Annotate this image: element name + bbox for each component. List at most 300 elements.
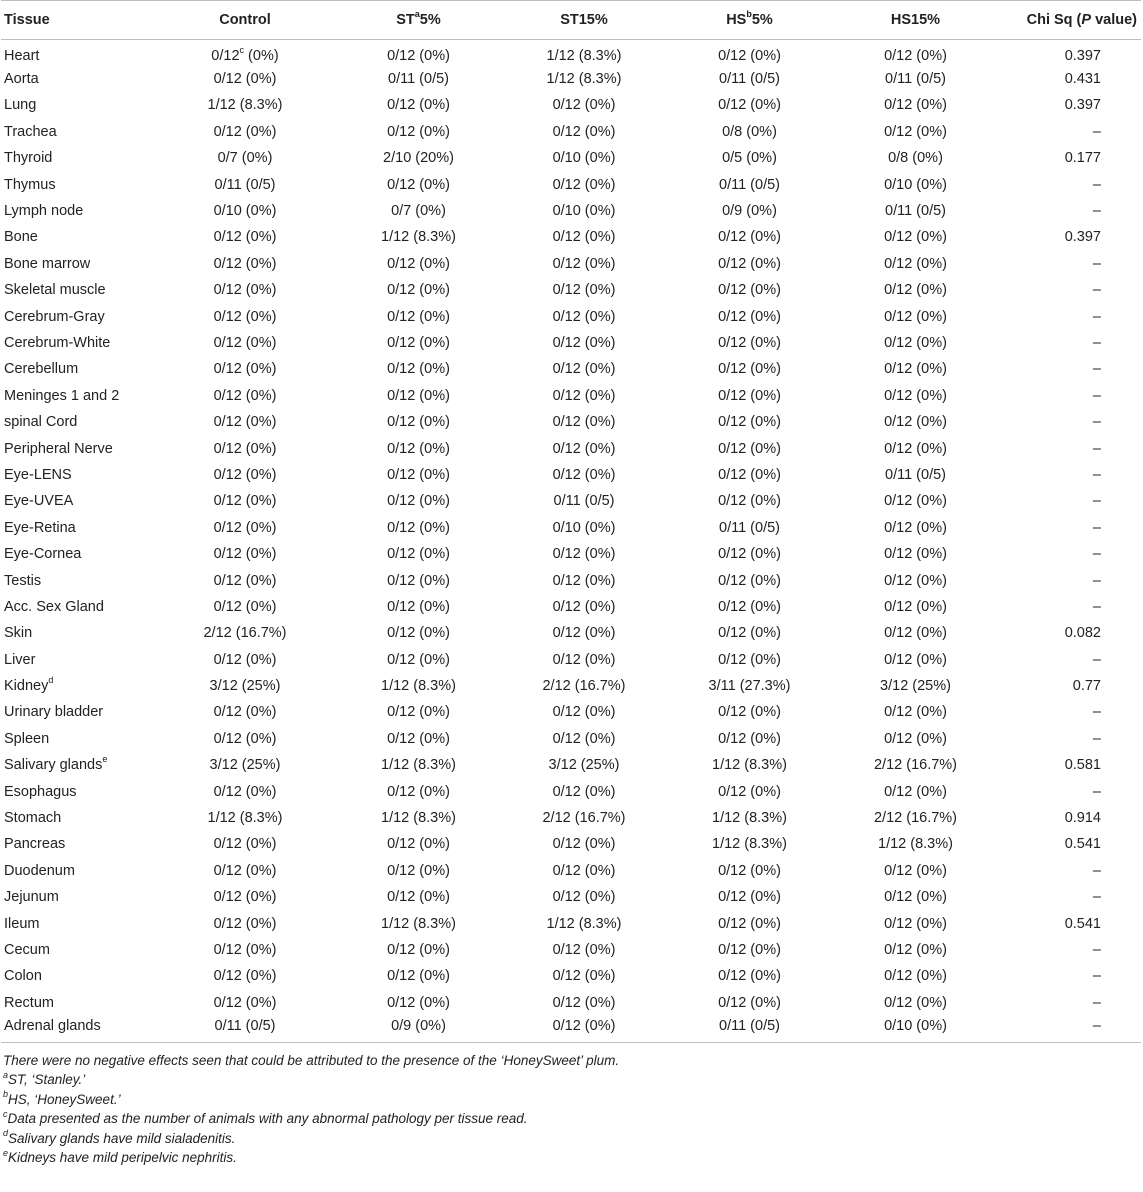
cell-hs5: 0/12 (0%) <box>718 625 781 642</box>
cell-hs5: 0/12 (0%) <box>718 308 781 325</box>
cell-hs15: 0/12 (0%) <box>884 941 947 958</box>
cell-hs5: 0/11 (0/5) <box>719 71 780 88</box>
cell-hs15: 0/12 (0%) <box>884 493 947 510</box>
cell-tissue: Heart <box>4 47 40 64</box>
cell-chi-sq: – <box>1092 704 1101 721</box>
cell-control: 0/12 (0%) <box>213 334 277 351</box>
cell-st5: 0/12 (0%) <box>387 47 450 64</box>
cell-st15: 0/10 (0%) <box>552 150 616 167</box>
cell-chi-sq: – <box>1092 387 1101 404</box>
cell-st15: 0/12 (0%) <box>552 440 616 457</box>
cell-st15: 0/12 (0%) <box>552 836 616 853</box>
table-row <box>1 383 1141 409</box>
cell-hs5: 0/12 (0%) <box>718 941 781 958</box>
cell-hs15: 0/12 (0%) <box>884 308 947 325</box>
cell-chi-sq: 0.581 <box>1064 757 1101 774</box>
cell-st5: 0/12 (0%) <box>387 361 450 378</box>
cell-hs5: 0/12 (0%) <box>718 730 781 747</box>
cell-st5: 0/12 (0%) <box>387 123 450 140</box>
cell-control: 0/11 (0/5) <box>154 1016 336 1042</box>
cell-control: 0/12 (0%) <box>213 414 277 431</box>
cell-chi-sq: – <box>1092 255 1101 272</box>
cell-tissue: Liver <box>4 651 36 668</box>
cell-control: 0/12 (0%) <box>213 704 277 721</box>
header-control: Control <box>154 1 336 40</box>
cell-control: 1/12 (8.3%) <box>207 810 283 827</box>
table-row <box>1 620 1141 646</box>
table-row <box>1 40 1141 66</box>
cell-tissue: Stomach <box>4 810 62 827</box>
cell-hs5: 0/12 (0%) <box>718 493 781 510</box>
cell-st5: 1/12 (8.3%) <box>381 229 456 246</box>
cell-hs15: 0/12 (0%) <box>884 730 947 747</box>
table-row <box>1 198 1141 224</box>
cell-hs15: 0/12 (0%) <box>884 387 947 404</box>
cell-tissue: Eye-UVEA <box>4 493 74 510</box>
cell-hs15: 0/8 (0%) <box>888 150 943 167</box>
cell-hs5: 0/12 (0%) <box>718 915 781 932</box>
cell-hs5: 0/12 (0%) <box>718 47 781 64</box>
table-row <box>1 778 1141 804</box>
cell-control: 0/12 (0%) <box>213 994 277 1011</box>
table-row <box>1 119 1141 145</box>
cell-hs15: 0/12 (0%) <box>884 783 947 800</box>
table-row <box>1 356 1141 382</box>
table-row <box>1 673 1141 699</box>
cell-control: 0/12 (0%) <box>213 836 277 853</box>
cell-st5: 0/12 (0%) <box>387 783 450 800</box>
cell-st15: 0/12 (0%) <box>552 308 616 325</box>
cell-st15: 0/12 (0%) <box>552 862 616 879</box>
cell-st15: 0/12 (0%) <box>552 941 616 958</box>
cell-hs15: 0/12 (0%) <box>884 572 947 589</box>
cell-st5: 0/12 (0%) <box>387 387 450 404</box>
cell-hs15: 2/12 (16.7%) <box>873 757 958 774</box>
cell-st5: 0/12 (0%) <box>387 651 450 668</box>
cell-st15: 0/12 (0%) <box>552 414 616 431</box>
cell-tissue: Colon <box>4 968 42 985</box>
footnote-c: $^c$Data presented as the number of animals with any abnormal pathology per tissue read. <box>3 1108 528 1127</box>
cell-control: 0/12 (0%) <box>213 941 277 958</box>
cell-chi-sq: – <box>1092 941 1101 958</box>
cell-tissue: Esophagus <box>4 783 77 800</box>
cell-control: 0/12 (0%) <box>213 282 277 299</box>
cell-hs15: 0/12 (0%) <box>884 889 947 906</box>
cell-st15: 0/12 (0%) <box>552 651 616 668</box>
cell-chi-sq: – <box>1092 994 1101 1011</box>
cell-st15: 3/12 (25%) <box>548 757 620 774</box>
cell-st5: 0/12 (0%) <box>387 176 450 193</box>
header-row <box>1 1 1141 40</box>
cell-control: 0/11 (0/5) <box>214 176 276 193</box>
header-st15: ST15% <box>501 1 667 40</box>
table-row <box>1 831 1141 857</box>
table-row <box>1 805 1141 831</box>
cell-hs15: 0/11 (0/5) <box>885 203 946 220</box>
header-tissue: Tissue <box>1 1 154 40</box>
table-row <box>1 699 1141 725</box>
cell-control: 0/12 (0%) <box>213 229 277 246</box>
table-row <box>1 594 1141 620</box>
cell-hs5: 0/12 (0%) <box>718 255 781 272</box>
cell-st15: 1/12 (8.3%) <box>546 47 622 64</box>
cell-tissue: Pancreas <box>4 836 66 853</box>
cell-chi-sq: 0.431 <box>1064 71 1101 88</box>
cell-hs5: 0/12 (0%) <box>718 97 781 114</box>
table-row <box>1 963 1141 989</box>
cell-control: 0/12 (0%) <box>213 651 277 668</box>
cell-hs15: 0/12 (0%) <box>884 229 947 246</box>
cell-control: 0/12 (0%) <box>213 598 277 615</box>
cell-st5: 0/12 (0%) <box>387 255 450 272</box>
cell-st5: 0/12 (0%) <box>387 519 450 536</box>
cell-tissue: Spleen <box>4 730 50 747</box>
cell-control: 0/12 (0%) <box>213 915 277 932</box>
cell-tissue: Bone <box>4 229 38 246</box>
cell-hs15: 0/12 (0%) <box>884 334 947 351</box>
footnote-e: $^e$Kidneys have mild peripelvic nephritis. <box>3 1147 237 1166</box>
table-row <box>1 171 1141 197</box>
cell-control: 0/12 (0%) <box>213 387 277 404</box>
cell-tissue: Adrenal glands <box>1 1016 154 1042</box>
cell-chi-sq: – <box>1092 862 1101 879</box>
cell-st15: 0/12 (0%) <box>552 123 616 140</box>
cell-st5: 0/12 (0%) <box>387 862 450 879</box>
cell-control: 0/7 (0%) <box>217 150 273 167</box>
cell-tissue: Kidney$^d$ <box>4 675 54 695</box>
cell-st15: 0/12 (0%) <box>552 334 616 351</box>
table-row <box>1 646 1141 672</box>
cell-st15: 0/12 (0%) <box>552 625 616 642</box>
cell-hs15: 0/12 (0%) <box>884 440 947 457</box>
cell-hs5: 0/12 (0%) <box>718 229 781 246</box>
cell-tissue: Lung <box>4 97 37 114</box>
cell-hs15: 3/12 (25%) <box>880 678 951 695</box>
footnote-b: $^b$HS, ‘HoneySweet.’ <box>3 1089 121 1107</box>
cell-tissue: Cerebrum-White <box>4 334 111 351</box>
cell-tissue: Skeletal muscle <box>4 282 106 299</box>
cell-control: 0/12 (0%) <box>213 123 277 140</box>
cell-tissue: Peripheral Nerve <box>4 440 113 457</box>
cell-hs5: 0/12 (0%) <box>718 414 781 431</box>
cell-tissue: Jejunum <box>4 889 59 906</box>
cell-tissue: Eye-Cornea <box>4 546 82 563</box>
cell-st5: 0/12 (0%) <box>387 414 450 431</box>
cell-chi-sq: 0.914 <box>1064 810 1101 827</box>
cell-hs15: 0/10 (0%) <box>884 176 947 193</box>
cell-hs15: 0/12 (0%) <box>884 47 947 64</box>
cell-control: 0/12$^c$ (0%) <box>211 45 279 64</box>
cell-st15: 0/12 (0%) <box>552 598 616 615</box>
cell-st5: 1/12 (8.3%) <box>381 810 456 827</box>
table-row <box>1 515 1141 541</box>
cell-st15: 0/12 (0%) <box>552 255 616 272</box>
cell-chi-sq: – <box>1092 203 1101 220</box>
cell-st5: 1/12 (8.3%) <box>381 678 456 695</box>
footnote-general: There were no negative effects seen that could be attributed to the presence of the ‘HoneySweet’ plum. <box>3 1052 620 1068</box>
cell-st5: 0/11 (0/5) <box>388 71 449 88</box>
cell-tissue: Cerebrum-Gray <box>4 308 105 325</box>
cell-st15: 1/12 (8.3%) <box>546 71 622 88</box>
cell-st15: 0/12 (0%) <box>552 994 616 1011</box>
cell-st15: 2/12 (16.7%) <box>542 678 626 695</box>
cell-hs5: 1/12 (8.3%) <box>712 757 787 774</box>
cell-st5: 0/12 (0%) <box>387 941 450 958</box>
cell-hs5: 0/12 (0%) <box>718 387 781 404</box>
cell-control: 0/12 (0%) <box>213 361 277 378</box>
cell-hs15: 0/12 (0%) <box>884 97 947 114</box>
table-row <box>1 488 1141 514</box>
cell-hs5: 0/12 (0%) <box>718 466 781 483</box>
cell-st5: 0/12 (0%) <box>387 466 450 483</box>
header-st5: $ST^a5\%$ <box>336 1 501 40</box>
cell-st5: 0/12 (0%) <box>387 968 450 985</box>
cell-tissue: Eye-LENS <box>4 466 72 483</box>
cell-hs15: 0/12 (0%) <box>884 361 947 378</box>
cell-hs5: 0/12 (0%) <box>718 361 781 378</box>
table-body <box>1 40 1141 1043</box>
cell-control: 0/12 (0%) <box>213 783 277 800</box>
cell-st5: 0/12 (0%) <box>387 546 450 563</box>
table-row <box>1 92 1141 118</box>
cell-st15: 0/12 (0%) <box>552 546 616 563</box>
cell-chi-sq: – <box>1092 414 1101 431</box>
cell-hs5: 0/9 (0%) <box>722 203 777 220</box>
cell-st5: 1/12 (8.3%) <box>381 757 456 774</box>
cell-st5: 0/12 (0%) <box>387 282 450 299</box>
cell-hs5: 1/12 (8.3%) <box>712 810 787 827</box>
cell-chi-sq: – <box>1092 546 1101 563</box>
cell-chi-sq: – <box>1092 598 1101 615</box>
cell-chi-sq: – <box>1092 440 1101 457</box>
table-row <box>1 224 1141 250</box>
table-row <box>1 435 1141 461</box>
cell-control: 0/12 (0%) <box>213 546 277 563</box>
cell-hs5: 3/11 (27.3%) <box>708 678 791 695</box>
cell-chi-sq: – <box>1092 968 1101 985</box>
cell-hs15: 2/12 (16.7%) <box>873 810 958 827</box>
cell-st5: 0/12 (0%) <box>387 625 450 642</box>
cell-hs15: 0/12 (0%) <box>884 915 947 932</box>
cell-tissue: Bone marrow <box>4 255 91 272</box>
cell-control: 0/10 (0%) <box>213 203 277 220</box>
table-row <box>1 145 1141 171</box>
cell-control: 3/12 (25%) <box>209 757 281 774</box>
cell-tissue-footnote-mark: e <box>102 754 108 765</box>
cell-st15: 0/12 (0%) <box>552 704 616 721</box>
cell-control: 0/12 (0%) <box>213 255 277 272</box>
cell-hs15: 0/11 (0/5) <box>885 466 946 483</box>
footnote-a: $^a$ST, ‘Stanley.’ <box>3 1069 86 1088</box>
cell-st15: 0/12 (0%) <box>552 97 616 114</box>
cell-chi-sq: – <box>1092 334 1101 351</box>
cell-st15: 0/12 (0%) <box>552 387 616 404</box>
cell-tissue: Aorta <box>4 71 39 88</box>
cell-hs5: 0/12 (0%) <box>718 334 781 351</box>
cell-st15: 0/12 (0%) <box>552 229 616 246</box>
cell-hs15: 0/12 (0%) <box>884 123 947 140</box>
table-row <box>1 277 1141 303</box>
cell-st15: 0/11 (0/5) <box>553 493 615 510</box>
cell-hs5: 0/12 (0%) <box>718 440 781 457</box>
cell-chi-sq: – <box>999 1016 1141 1042</box>
cell-control: 0/12 (0%) <box>213 862 277 879</box>
cell-tissue: Salivary glands$^e$ <box>4 754 108 774</box>
cell-hs15: 0/12 (0%) <box>884 862 947 879</box>
cell-st15: 0/12 (0%) <box>552 968 616 985</box>
cell-hs5: 0/12 (0%) <box>718 282 781 299</box>
cell-control: 0/12 (0%) <box>213 730 277 747</box>
cell-chi-sq: – <box>1092 466 1101 483</box>
cell-hs5: 0/12 (0%) <box>718 994 781 1011</box>
table-row <box>1 330 1141 356</box>
cell-st5: 2/10 (20%) <box>383 150 454 167</box>
header-hs5: $HS^b5\%$ <box>667 1 832 40</box>
cell-control: 0/12 (0%) <box>213 466 277 483</box>
cell-chi-sq: 0.397 <box>1064 97 1101 114</box>
cell-st15: 0/10 (0%) <box>552 519 616 536</box>
cell-hs15: 0/12 (0%) <box>884 704 947 721</box>
cell-tissue: Testis <box>4 572 42 589</box>
table-row <box>1 858 1141 884</box>
cell-tissue-footnote-mark: d <box>48 675 54 686</box>
cell-hs5: 0/12 (0%) <box>718 546 781 563</box>
cell-chi-sq: – <box>1092 308 1101 325</box>
cell-tissue: Acc. Sex Gland <box>4 598 104 615</box>
cell-hs5: 0/12 (0%) <box>718 889 781 906</box>
cell-chi-sq: 0.541 <box>1064 915 1101 932</box>
table-row <box>1 1016 1141 1042</box>
cell-st15: 0/12 (0%) <box>552 572 616 589</box>
cell-tissue: Skin <box>4 625 33 642</box>
cell-chi-sq: 0.397 <box>1064 229 1101 246</box>
cell-st5: 0/12 (0%) <box>387 889 450 906</box>
cell-st15: 0/12 (0%) <box>552 889 616 906</box>
cell-tissue: Cecum <box>4 941 50 958</box>
cell-control: 0/12 (0%) <box>213 572 277 589</box>
cell-hs15: 0/12 (0%) <box>884 282 947 299</box>
cell-control: 0/12 (0%) <box>213 71 277 88</box>
cell-chi-sq: – <box>1092 889 1101 906</box>
cell-control: 0/12 (0%) <box>213 889 277 906</box>
cell-st15: 0/12 (0%) <box>552 361 616 378</box>
cell-control: 0/12 (0%) <box>213 493 277 510</box>
cell-st5: 0/12 (0%) <box>387 836 450 853</box>
cell-hs15: 0/12 (0%) <box>884 546 947 563</box>
cell-st5: 0/12 (0%) <box>387 334 450 351</box>
cell-st5: 0/12 (0%) <box>387 572 450 589</box>
cell-hs5: 0/11 (0/5) <box>667 1016 832 1042</box>
table-row <box>1 752 1141 778</box>
cell-control: 0/12 (0%) <box>213 308 277 325</box>
table-row <box>1 567 1141 593</box>
cell-chi-sq: – <box>1092 361 1101 378</box>
cell-tissue: Thymus <box>4 176 56 193</box>
cell-chi-sq: 0.77 <box>1072 678 1101 695</box>
cell-hs15: 0/12 (0%) <box>884 414 947 431</box>
cell-st15: 0/12 (0%) <box>552 783 616 800</box>
cell-chi-sq: – <box>1092 176 1101 193</box>
cell-st15: 0/10 (0%) <box>552 203 616 220</box>
header-chi-sq: Chi Sq (P value) <box>999 1 1141 40</box>
table-row <box>1 884 1141 910</box>
cell-tissue: Urinary bladder <box>4 704 104 721</box>
cell-hs15: 0/12 (0%) <box>884 651 947 668</box>
cell-hs15: 0/12 (0%) <box>884 519 947 536</box>
cell-st5: 0/9 (0%) <box>336 1016 501 1042</box>
cell-hs15: 0/12 (0%) <box>884 625 947 642</box>
cell-hs5: 0/8 (0%) <box>722 123 777 140</box>
cell-control: 2/12 (16.7%) <box>203 625 287 642</box>
footnotes <box>0 1043 1143 1168</box>
cell-hs5: 0/12 (0%) <box>718 704 781 721</box>
table-row <box>1 937 1141 963</box>
cell-chi-sq: 0.397 <box>1064 47 1101 64</box>
cell-st5: 0/12 (0%) <box>387 704 450 721</box>
table-row <box>1 66 1141 92</box>
table-row <box>1 990 1141 1016</box>
pathology-table <box>1 0 1141 1043</box>
cell-chi-sq: 0.541 <box>1064 836 1101 853</box>
cell-st15: 0/12 (0%) <box>552 282 616 299</box>
cell-hs5: 0/12 (0%) <box>718 651 781 668</box>
cell-chi-sq: – <box>1092 651 1101 668</box>
cell-tissue: Cerebellum <box>4 361 79 378</box>
cell-st5: 0/7 (0%) <box>391 203 446 220</box>
cell-chi-sq: 0.177 <box>1064 150 1101 167</box>
cell-hs5: 0/12 (0%) <box>718 862 781 879</box>
cell-chi-sq: – <box>1092 572 1101 589</box>
cell-st15: 0/12 (0%) <box>552 730 616 747</box>
cell-hs5: 1/12 (8.3%) <box>712 836 787 853</box>
cell-st5: 0/12 (0%) <box>387 440 450 457</box>
cell-tissue: Lymph node <box>4 203 84 220</box>
cell-hs15: 0/12 (0%) <box>884 968 947 985</box>
cell-tissue: Ileum <box>4 915 40 932</box>
cell-hs15: 0/12 (0%) <box>884 255 947 272</box>
cell-hs15: 0/10 (0%) <box>832 1016 999 1042</box>
cell-st5: 0/12 (0%) <box>387 97 450 114</box>
cell-control: 0/12 (0%) <box>213 440 277 457</box>
cell-hs5: 0/12 (0%) <box>718 783 781 800</box>
cell-st15: 0/12 (0%) <box>552 176 616 193</box>
table-row <box>1 541 1141 567</box>
table-row <box>1 910 1141 936</box>
table-row <box>1 462 1141 488</box>
table-row <box>1 303 1141 329</box>
cell-chi-sq: – <box>1092 730 1101 747</box>
cell-hs15: 0/11 (0/5) <box>885 71 946 88</box>
cell-hs5: 0/12 (0%) <box>718 572 781 589</box>
cell-st5: 0/12 (0%) <box>387 730 450 747</box>
cell-st5: 0/12 (0%) <box>387 994 450 1011</box>
cell-st5: 1/12 (8.3%) <box>381 915 456 932</box>
cell-st15: 0/12 (0%) <box>501 1016 667 1042</box>
cell-tissue: Duodenum <box>4 862 75 879</box>
cell-chi-sq: – <box>1092 783 1101 800</box>
cell-control: 3/12 (25%) <box>209 678 281 695</box>
cell-hs5: 0/12 (0%) <box>718 968 781 985</box>
cell-st15: 2/12 (16.7%) <box>542 810 626 827</box>
cell-hs5: 0/11 (0/5) <box>719 519 780 536</box>
cell-hs5: 0/12 (0%) <box>718 598 781 615</box>
cell-chi-sq: 0.082 <box>1064 625 1101 642</box>
table-row <box>1 409 1141 435</box>
cell-hs5: 0/11 (0/5) <box>719 176 780 193</box>
cell-chi-sq: – <box>1092 282 1101 299</box>
cell-chi-sq: – <box>1092 123 1101 140</box>
cell-tissue: Eye-Retina <box>4 519 76 536</box>
